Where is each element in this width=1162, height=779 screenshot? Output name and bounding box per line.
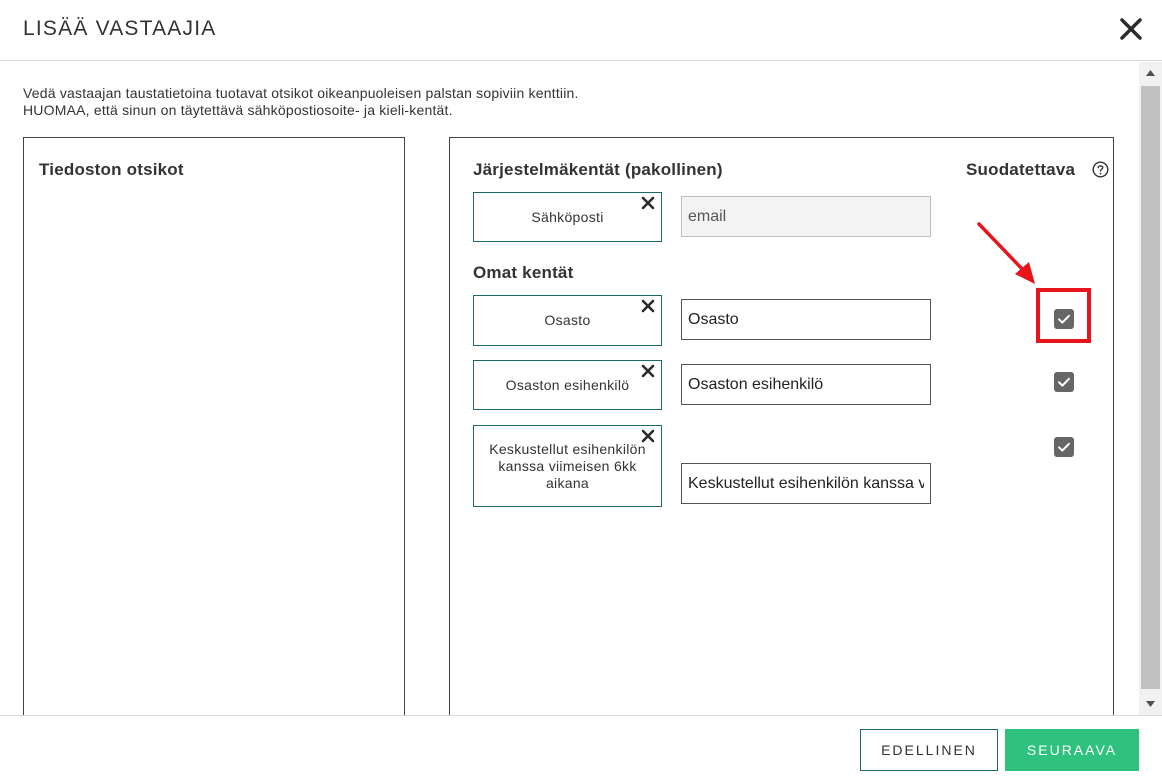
scrollbar-thumb[interactable] [1141,86,1160,689]
filterable-title: Suodatettava [966,160,1076,179]
scrollbar[interactable] [1139,62,1162,715]
chip-label: Osasto [544,312,591,328]
help-icon[interactable] [1092,161,1109,178]
chip-label: Osaston esihenkilö [505,376,630,393]
filterable-checkbox-osasto[interactable] [1054,309,1074,329]
remove-icon[interactable] [640,363,656,379]
custom-fields-title: Omat kentät [473,263,574,282]
instructions-line-1: Vedä vastaajan taustatietoina tuotavat otsikot oikeanpuoleisen palstan sopiviin kenttiin. [23,85,579,101]
scroll-down-icon[interactable] [1139,693,1162,715]
chip-keskustellut-esihenkilon-kanssa[interactable] [473,425,662,507]
system-fields-title: Järjestelmäkentät (pakollinen) [473,160,723,179]
osasto-field[interactable] [681,299,931,340]
chip-label: Keskustellut esihenkilön kanssa viimeisen 6kk aikana [489,440,646,491]
dialog-footer [0,715,1162,779]
filterable-checkbox-osaston-esihenkilo[interactable] [1054,372,1074,392]
chip-osaston-esihenkilo[interactable] [473,360,662,410]
instructions-line-2: HUOMAA, että sinun on täytettävä sähköpostiosoite- ja kieli-kentät. [23,102,453,118]
filterable-checkbox-keskustellut[interactable] [1054,437,1074,457]
dialog-header [0,0,1162,61]
checkbox-checked-icon [1059,444,1069,451]
previous-button[interactable]: EDELLINEN [860,729,998,771]
osaston-esihenkilo-field[interactable] [681,364,931,405]
chip-label: Sähköposti [531,208,604,225]
scroll-up-icon[interactable] [1139,62,1162,84]
file-headers-panel[interactable] [23,137,405,737]
remove-icon[interactable] [640,428,656,444]
chip-osasto[interactable] [473,295,662,346]
keskustellut-esihenkilon-kanssa-field[interactable] [681,463,931,504]
instructions [23,85,579,119]
close-icon[interactable] [1116,14,1146,44]
email-field[interactable] [681,196,931,237]
checkbox-checked-icon [1059,379,1069,386]
checkbox-checked-icon [1059,316,1069,323]
dialog-title: LISÄÄ VASTAAJIA [23,17,217,40]
chip-sahkoposti[interactable] [473,192,662,242]
remove-icon[interactable] [640,298,656,314]
next-button[interactable]: SEURAAVA [1005,729,1139,771]
file-headers-title: Tiedoston otsikot [39,160,184,179]
remove-icon[interactable] [640,195,656,211]
field-mapping-panel [449,137,1114,737]
